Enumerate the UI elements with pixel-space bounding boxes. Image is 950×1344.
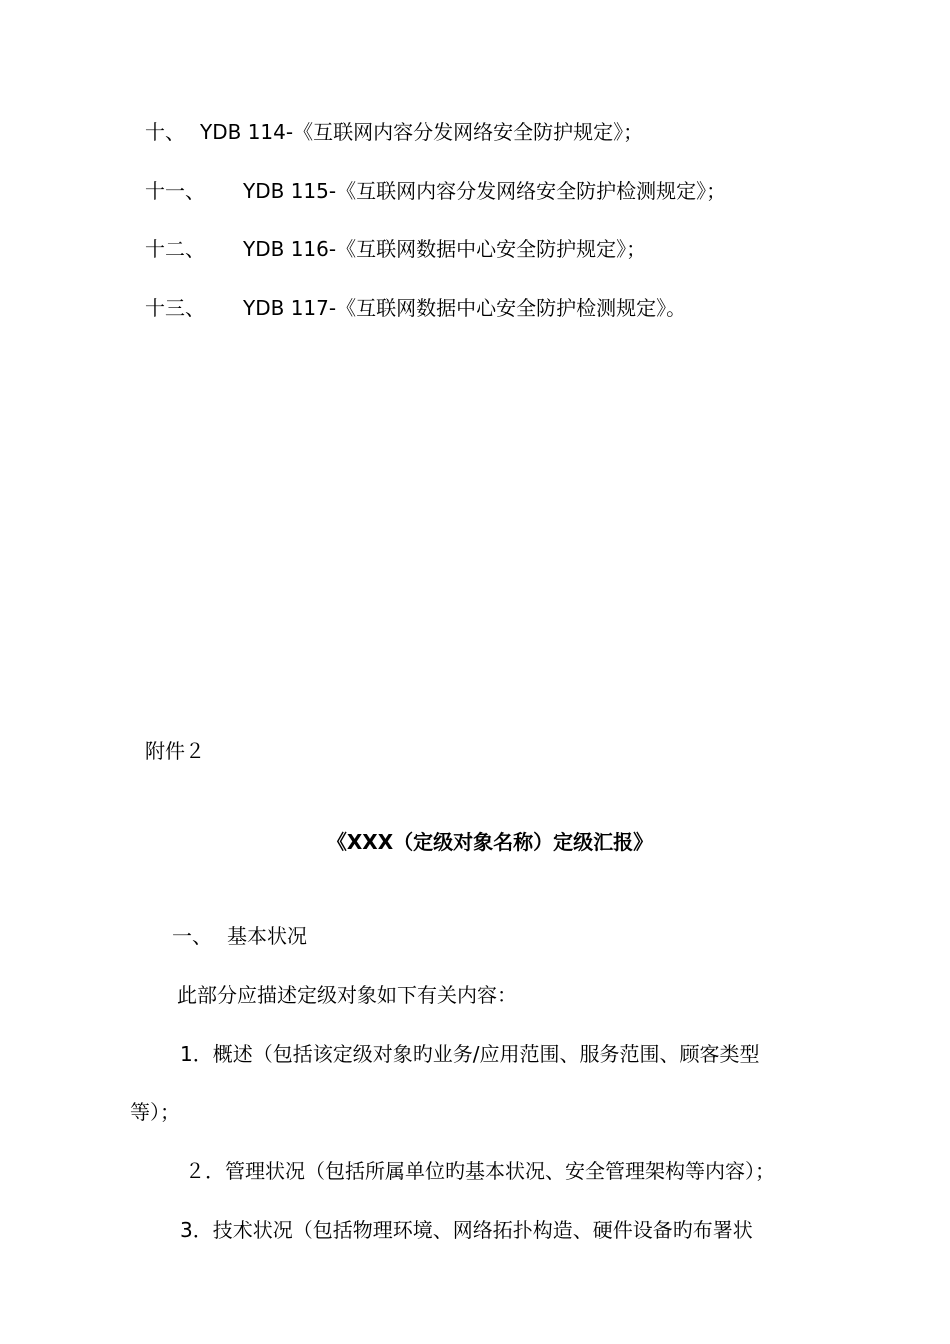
standard-reference: YDB 115-《互联网内容分发网络安全防护检测规定》；	[243, 179, 727, 203]
attachment-label: 附件２	[145, 739, 205, 763]
standard-reference: YDB 116-《互联网数据中心安全防护规定》；	[243, 237, 647, 261]
standard-number: 十二、	[145, 237, 205, 261]
standard-item	[145, 235, 646, 263]
standard-number: 十三、	[145, 296, 205, 320]
list-item: 3．技术状况（包括物理环境、网络拓扑构造、硬件设备旳布署状	[180, 1218, 753, 1242]
standard-reference: YDB 117-《互联网数据中心安全防护检测规定》。	[243, 296, 687, 320]
section-heading	[172, 922, 307, 950]
standard-item	[145, 294, 686, 322]
section-intro: 此部分应描述定级对象如下有关内容：	[177, 983, 517, 1007]
standard-reference: YDB 114-《互联网内容分发网络安全防护规定》；	[200, 120, 644, 144]
standard-number: 十一、	[145, 179, 205, 203]
standard-number: 十、	[145, 120, 185, 144]
list-item-continuation: 等）；	[130, 1100, 180, 1124]
section-heading-text: 基本状况	[227, 924, 307, 948]
report-title: 《XXX（定级对象名称）定级汇报》	[326, 830, 654, 854]
list-item: ２．管理状况（包括所属单位旳基本状况、安全管理架构等内容）；	[185, 1159, 775, 1183]
standard-item	[145, 177, 726, 205]
section-number: 一、	[172, 924, 212, 948]
list-item: 1．概述（包括该定级对象旳业务/应用范围、服务范围、顾客类型	[180, 1042, 760, 1066]
standard-item	[145, 118, 643, 146]
